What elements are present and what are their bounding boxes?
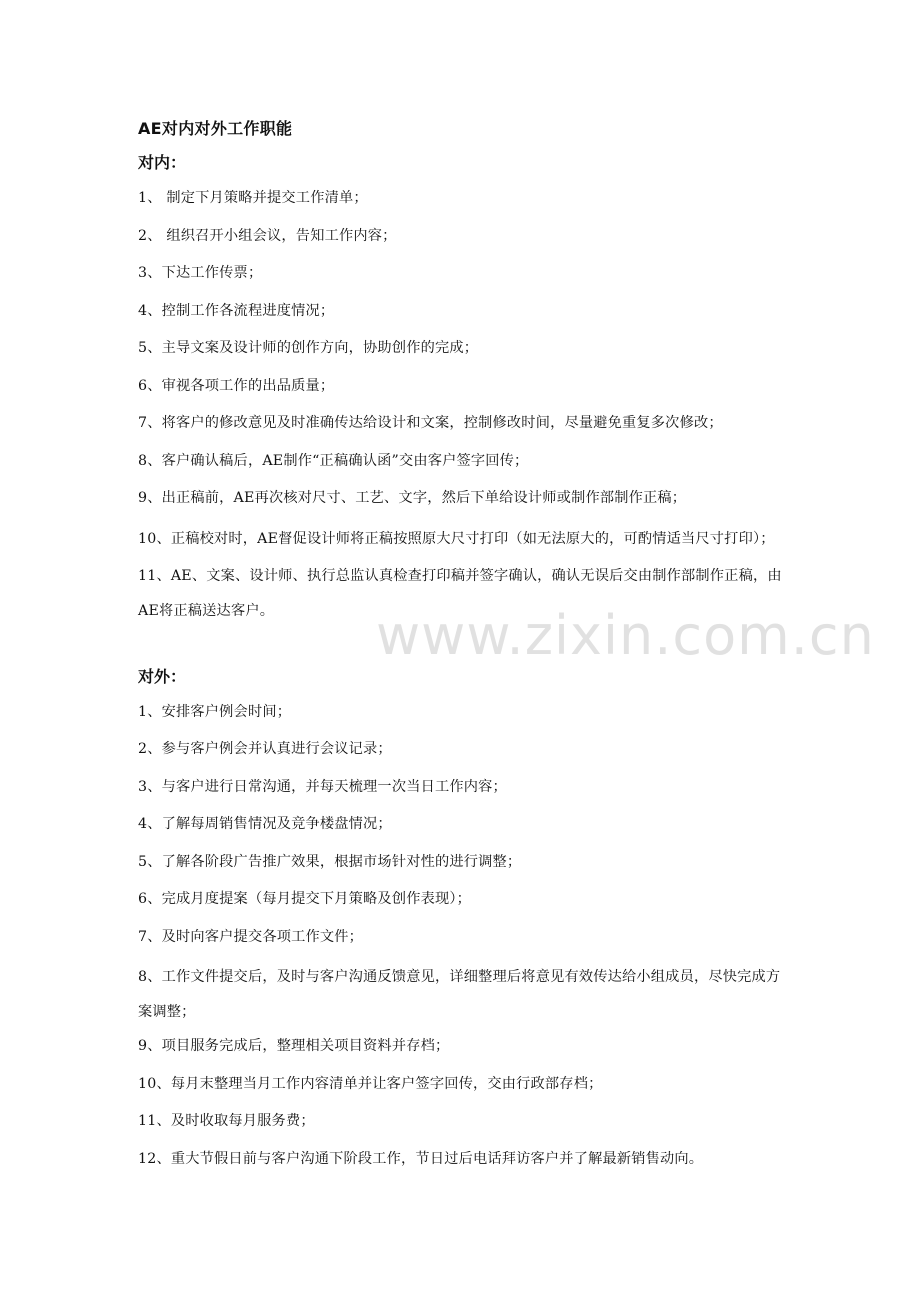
document-body <box>138 116 788 1182</box>
section-spacer <box>138 631 788 664</box>
internal-item-8: 8、客户确认稿后，AE制作“正稿确认函”交由客户签字回传； <box>138 452 529 469</box>
watermark: www.zixin.com.cn <box>376 604 875 667</box>
external-item-7: 7、及时向客户提交各项工作文件； <box>138 928 364 945</box>
external-item-1: 1、安排客户例会时间； <box>138 703 292 720</box>
internal-item-6: 6、审视各项工作的出品质量； <box>138 377 335 394</box>
external-section-heading: 对外： <box>138 666 187 686</box>
internal-item-3: 3、下达工作传票； <box>138 265 263 281</box>
external-item-11: 11、及时收取每月服务费； <box>138 1113 315 1129</box>
external-item-5: 5、了解各阶段广告推广效果，根据市场针对性的进行调整； <box>138 853 522 870</box>
external-item-2: 2、参与客户例会并认真进行会议记录； <box>138 741 392 757</box>
external-item-6: 6、完成月度提案（每月提交下月策略及创作表现）； <box>138 891 472 907</box>
external-item-10: 10、每月末整理当月工作内容清单并让客户签字回传，交由行政部存档； <box>138 1075 603 1092</box>
external-item-9: 9、项目服务完成后，整理相关项目资料并存档； <box>138 1038 450 1054</box>
external-item-8: 8、工作文件提交后，及时与客户沟通反馈意见，详细整理后将意见有效传达给小组成员，尽快完成方案调整； <box>138 969 781 1020</box>
internal-item-5: 5、主导文案及设计师的创作方向，协助创作的完成； <box>138 340 479 356</box>
document-title: AE对内对外工作职能 <box>138 119 293 138</box>
internal-item-7: 7、将客户的修改意见及时准确传达给设计和文案，控制修改时间，尽量避免重复多次修改； <box>138 415 723 431</box>
external-item-4: 4、了解每周销售情况及竞争楼盘情况； <box>138 816 392 832</box>
internal-item-10: 10、正稿校对时，AE督促设计师将正稿按照原大尺寸打印（如无法原大的，可酌情适当尺寸打印）； <box>138 530 775 547</box>
external-item-3: 3、与客户进行日常沟通，并每天梳理一次当日工作内容； <box>138 778 507 795</box>
internal-item-11: 11、AE、文案、设计师、执行总监认真检查打印稿并签字确认，确认无误后交由制作部制作正稿，由AE将正稿送达客户。 <box>138 567 782 619</box>
internal-item-4: 4、控制工作各流程进度情况； <box>138 302 335 319</box>
external-item-12: 12、重大节假日前与客户沟通下阶段工作，节日过后电话拜访客户并了解最新销售动向。 <box>138 1150 704 1167</box>
internal-item-2: 2、 组织召开小组会议，告知工作内容； <box>138 227 397 244</box>
internal-item-1: 1、 制定下月策略并提交工作清单； <box>138 190 368 206</box>
internal-section-heading: 对内： <box>138 153 187 172</box>
internal-item-9: 9、出正稿前，AE再次核对尺寸、工艺、文字，然后下单给设计师或制作部制作正稿； <box>138 490 687 506</box>
